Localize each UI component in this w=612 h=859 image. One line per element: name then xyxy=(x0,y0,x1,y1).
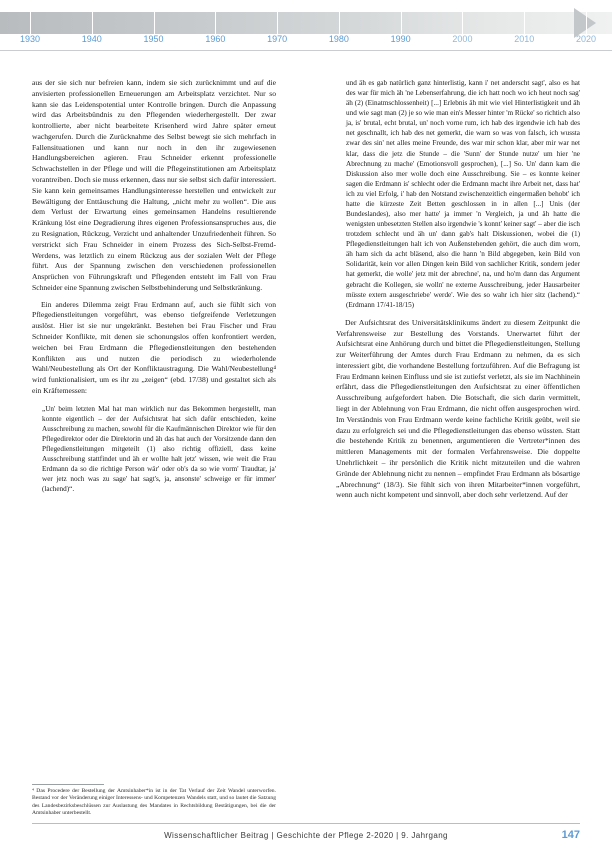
timeline-tick xyxy=(154,12,155,34)
footer-divider xyxy=(32,823,580,824)
timeline-label-1980: 1980 xyxy=(328,34,349,44)
header-divider xyxy=(0,50,612,51)
page-footer xyxy=(0,819,612,859)
timeline-label-2010: 2010 xyxy=(514,34,535,44)
timeline-tick xyxy=(339,12,340,34)
timeline-tick xyxy=(462,12,463,34)
timeline-label-1950: 1950 xyxy=(143,34,164,44)
footer-label: Wissenschaftlicher Beitrag | Geschichte der Pflege 2-2020 | 9. Jahrgang xyxy=(164,831,448,840)
timeline-tick xyxy=(92,12,93,34)
block-quote-erdmann-1 xyxy=(32,404,276,495)
timeline-tick xyxy=(524,12,525,34)
paragraph-right-1: Der Aufsichtsrat des Universitätsklinikums ändert zu diesem Zeitpunkt die Verfahrensweise zur Bestellung des Vorstands. Unerwartet führt der Aufsichtsrat eine Anhörung durch und bittet die Pflegedienstleitungen, Stellung zur Weiterführung der Amtes durch Frau Erdmann zu nehmen, da es sich interessiert gibt, die vorhandene Bestellung fortzuführen. Auf die Befragung ist Frau Erdmann keinen Einfluss und sie ist zutiefst verletzt, als sie im Nachhinein erfährt, dass die Pflegedienstleitungen den Aufsichtsrat zu einer öffentlichen Ausschreibung aufgefordert haben. Die Botschaft, die sich darin vermittelt, liegt in der Ablehnung von Frau Erdmann, die nicht offen ausgesprochen wird. Im Verständnis von Frau Erdmann werde keine fachliche Kritik geübt, weil sie dazu zu erfolgreich sei und die Pflegedienstleitungen das ebenso wüssten. Statt die bestehende Kritik zu benennen, argumentieren die Vertreter*innen des mittleren Managements mit der formalen Verfahrensweise. Die doppelte Unehrlichkeit – ihr persönlich die Kritik nicht mitzuteilen und die wahren Gründe der Ablehnung nicht zu nennen – empfindet Frau Erdmann als bösartige „Abrechnung“ (18/3). Sie fühlt sich von ihren Mitarbeiter*innen vorgeführt, wenn auch nicht kompetent und sinnvoll, aber doch sehr verletzend. Auf der xyxy=(336,317,580,500)
timeline-label-2020: 2020 xyxy=(575,34,597,44)
timeline-tick xyxy=(215,12,216,34)
block-quote-erdmann-2 xyxy=(336,78,580,310)
quote-text: „Un' beim letzten Mal hat man wirklich nur das Bekommen hergestellt, man konnte eigentlich – der der Aufsichtsrat hat sich dafür entschieden, keine Ausschreibung zu machen, sowohl für die Kaufmännischen Direktor wie für den Pflegedirektor oder die Direktorin und äh das hat auch der Vorsitzende dann den Pflegedienstleitungen mitgeteilt (1) also richtig offiziell, dass keine Ausschreibung stattfindet und äh er wollte halt jetz' wissen, wie weit die Frau Erdmann da so die richtige Person wär' oder ob's da so wie vorm' Traudtar, ja' wer jetz noch was zu sage' hat sagt's, ja, ansonste' schweige er für immer' (lachend)“. xyxy=(42,404,276,494)
timeline-tick xyxy=(401,12,402,34)
timeline-ticks xyxy=(0,12,612,34)
timeline-label-2000: 2000 xyxy=(452,34,473,44)
footnote-text: ⁴ Das Procedere der Bestellung der Amtsinhaber*in ist in der Tat Verlauf der Zeit Wandel unterworfen. Bestand vor der Veränderung einiger Interessens- und Kompetenzen Wandels statt, und so lautet die Satzung des Landesbezirksbeschlüssen zur Auslastung des Mandates in Rechtsbildung Bestätigungen, bei die der Amtsinhaber unterbestellt. xyxy=(32,787,276,817)
paragraph-left-2: Ein anderes Dilemma zeigt Frau Erdmann auf, auch sie fühlt sich von Pflegedienstleitungen vorgeführt, was ebenso tiefgreifende Verletzungen auslöst. Hier ist sie nur ungekränkt. Bestehen bei Frau Fischer und Frau Schneider Konflikte, mit denen sie schonungslos offen konfrontiert werden, weichen bei Frau Erdmann die Pflegedienstleitungen den bestehenden Konflikten aus und nutzen die periodisch zu wiederholende Wahl/Neubestellung als Ort der Konfliktaustragung. Die Wahl/Neubestellung⁴ wird funktionalisiert, um es ihr zu „zeigen“ (ebd. 17/38) und gestaltet sich als ein Kräftemessen: xyxy=(32,299,276,395)
quote-text-continued: und äh es gab natürlich ganz hinterlistig, kann i' net anderscht sagt', also es hat des war für mich äh 'ne Lebenserfahrung, die ich hatt noch wo ich heut noch sag' äh (2) (Einatmschlossenheit) [...] Erlebnis äh mit wie viel Hinterlistigkeit und äh und wie sagt man (2) je so wie man ein's Messer hinter 'm Rücke' so richtich also ja, is' brutal, echt brutal, un' noch vorne rum, ich hab des irgendwie ich hab des net geschnallt, ich hab des net gemerkt, die warn so was von falsch, ich wussta zwar des sin' net alles meine Freunde, des war mir schon klar, aber mir war net klar, dass die jetz die Stunde – die 'Sunn' der Stunde nutze' um hier 'ne Abrechnung zu mache' (Emotionsvoll gesprochen), [...] So. Un' dann kam die Diskussion also mer wolle doch eine Ausschreibung. Sie – es konnte keiner sagen die Erdmann is' schlecht oder die Erdmann macht ihre Arbeit net, dass hat' ich zu viel Erfolg, i' hab den Notstand zwischenzeitlich eingermaßen behobt' ich hatte die kürzeste Zeit Betten geschlossen in in allen [...] Unis (der Bundeslandes), also mer hatte' ja immer 'n Vergleich, ja und äh hatte die wenigsten unbesetzten Stellen also irgendwie 's konnt' keiner sagt' – aber die isch trotzdem schlecht und äh un' dann gab's halt Diskussionen, wobei die (1) Pflegedienstleitungen halt ich von Außenstehenden gehört, die auch dim worn, äh ham sich da acht bläsend, also die hann 'n Bild abgegeben, kein Bild von Solidarität, kein vor allen Dingen kein Bild von sachlicher Kritik, sondern jeder hat gemerkt, die wolle' jetz mit der abrechne', na, und ho'm dann das Argument gebracht die Kollegen, sie wolln' ne externe Ausschreibung, jeder Hausarbeiter müsste extern ausgeschriebe' werde'. Wie des so wahr ich hier sitz (lachend).“ (Erdmann 17/41-18/15) xyxy=(346,79,580,309)
left-column xyxy=(32,78,276,494)
right-column xyxy=(336,78,580,501)
body-columns xyxy=(0,78,612,818)
timeline-label-1970: 1970 xyxy=(267,34,288,44)
timeline-header xyxy=(0,0,612,60)
timeline-label-1990: 1990 xyxy=(390,34,411,44)
timeline-label-1940: 1940 xyxy=(81,34,102,44)
page-number: 147 xyxy=(561,829,580,841)
timeline-label-1930: 1930 xyxy=(19,34,41,44)
footnote xyxy=(32,784,276,818)
timeline-tick xyxy=(277,12,278,34)
timeline-label-1960: 1960 xyxy=(205,34,226,44)
paragraph-left-1: aus der sie sich nur befreien kann, indem sie sich zurücknimmt und auf die anvisierten professionellen Erneuerungen am Arbeitsplatz verzichtet. Nur so kann sie das Leidenspotential unter Kontrolle bringen. Durch die Anpassung wird das Arbeitsbündnis zu den Pflegenden wiederhergestellt. Der zwar kontrollierte, aber nicht bearbeitete Krisenherd wird Jahre später erneut wachgerufen. Durch die Zurücknahme des Selbst bewegt sie sich mehrfach in Fallensituationen und kann nur noch in den ihr zugewiesenen Handlungsbereichen agieren. Frau Schneider erkennt professionelle Schwachstellen in der Pflege und will die Pflegeinstitutionen am Arbeitsplatz vorantreiben. Doch sie muss erkennen, dass nur sie selbst sich dafür interessiert. Sie kann kein gemeinsames Handlungsinteresse herstellen und entwickelt zur Bewältigung der Enttäuschung die Haltung, „nicht mehr zu wollen“. Die aus dem Verlust der Erwartung eines gemeinsamen Handelns resultierende Kränkung löst eine Degradierung ihres eigenen Professionsanspruches aus, die zu Resignation, Rückzug, Verzicht und anhaltender Unzufriedenheit führen. So verstrickt sich Frau Schneider in einem Prozess des Sich-Selbst-Fremd-Werdens, was letztlich zu einem Rückzug aus der sozialen Welt der Pflege führt. Aus der Spannung zwischen den verschiedenen professionellen Ansprüchen von Führungskraft und Pflegenden entsteht im Fall von Frau Schneider eine Spannung zwischen Selbstbehinderung und Selbstkränkung. xyxy=(32,78,276,292)
timeline-tick xyxy=(30,12,31,34)
timeline-tick xyxy=(586,12,587,34)
footnote-divider xyxy=(32,784,104,785)
